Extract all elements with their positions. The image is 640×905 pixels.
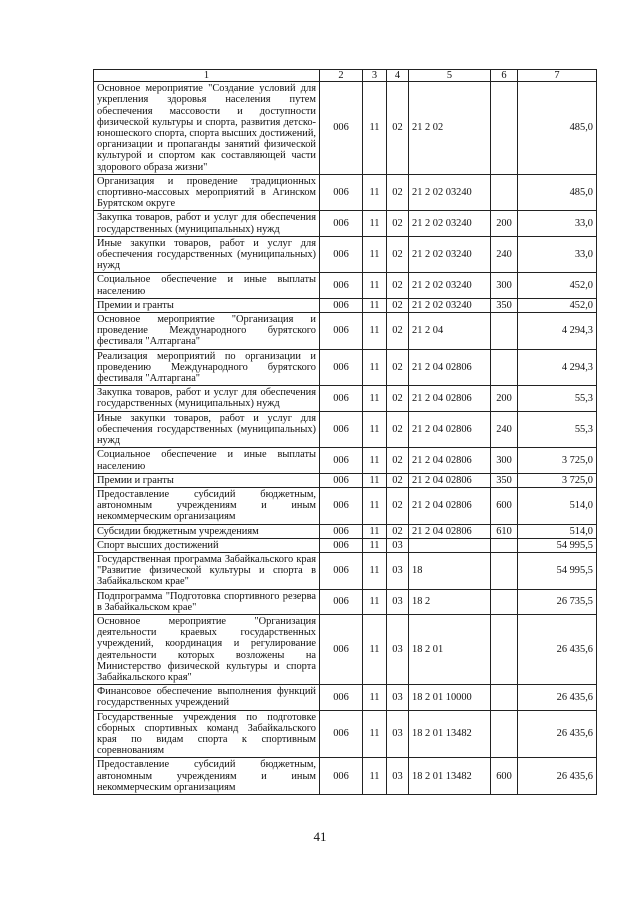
subsection-code-cell: 02 bbox=[387, 313, 409, 350]
amount-cell: 33,0 bbox=[518, 236, 597, 273]
row-name-cell: Государственные учреждения по подготовке сборных спортивных команд Забайкальского края по видам спорта к спортивным соревнованиям bbox=[94, 710, 320, 758]
amount-cell: 452,0 bbox=[518, 298, 597, 312]
ministry-code-cell: 006 bbox=[320, 298, 363, 312]
table-row bbox=[94, 589, 597, 614]
subsection-code-cell: 02 bbox=[387, 448, 409, 473]
section-code-cell: 11 bbox=[363, 82, 387, 175]
target-article-cell: 18 2 01 bbox=[409, 614, 491, 684]
subsection-code-cell: 03 bbox=[387, 589, 409, 614]
expense-type-cell: 350 bbox=[491, 473, 518, 487]
amount-cell: 26 435,6 bbox=[518, 614, 597, 684]
target-article-cell: 21 2 04 02806 bbox=[409, 411, 491, 448]
ministry-code-cell: 006 bbox=[320, 685, 363, 710]
table-row bbox=[94, 82, 597, 175]
section-code-cell: 11 bbox=[363, 589, 387, 614]
ministry-code-cell: 006 bbox=[320, 552, 363, 589]
ministry-code-cell: 006 bbox=[320, 473, 363, 487]
target-article-cell: 21 2 04 02806 bbox=[409, 524, 491, 538]
ministry-code-cell: 006 bbox=[320, 411, 363, 448]
target-article-cell: 18 2 bbox=[409, 589, 491, 614]
subsection-code-cell: 02 bbox=[387, 298, 409, 312]
expense-type-cell bbox=[491, 589, 518, 614]
section-code-cell: 11 bbox=[363, 349, 387, 386]
expense-type-cell bbox=[491, 174, 518, 211]
expense-type-cell: 300 bbox=[491, 273, 518, 298]
row-name-cell: Спорт высших достижений bbox=[94, 538, 320, 552]
row-name-cell: Социальное обеспечение и иные выплаты населению bbox=[94, 448, 320, 473]
target-article-cell: 21 2 02 03240 bbox=[409, 273, 491, 298]
expense-type-cell bbox=[491, 313, 518, 350]
table-row bbox=[94, 685, 597, 710]
expense-type-cell: 610 bbox=[491, 524, 518, 538]
target-article-cell bbox=[409, 538, 491, 552]
subsection-code-cell: 02 bbox=[387, 174, 409, 211]
target-article-cell: 21 2 02 03240 bbox=[409, 174, 491, 211]
target-article-cell: 18 2 01 13482 bbox=[409, 710, 491, 758]
amount-cell: 514,0 bbox=[518, 524, 597, 538]
amount-cell: 485,0 bbox=[518, 82, 597, 175]
subsection-code-cell: 03 bbox=[387, 710, 409, 758]
expense-type-cell bbox=[491, 82, 518, 175]
row-name-cell: Закупка товаров, работ и услуг для обеспечения государственных (муниципальных) нужд bbox=[94, 211, 320, 236]
subsection-code-cell: 02 bbox=[387, 473, 409, 487]
row-name-cell: Основное мероприятие "Создание условий для укрепления здоровья населения путем обеспечения массовости и доступности физической культуры и спорта, развития детско-юношеского спорта, спорта высших достижений, организации и пропаганды занятий физической культурой и спортом как составляющей части здорового образа жизни" bbox=[94, 82, 320, 175]
table-row bbox=[94, 552, 597, 589]
table-row bbox=[94, 386, 597, 411]
section-code-cell: 11 bbox=[363, 487, 387, 524]
ministry-code-cell: 006 bbox=[320, 614, 363, 684]
header-cell: 6 bbox=[491, 70, 518, 82]
expense-type-cell: 200 bbox=[491, 211, 518, 236]
header-row bbox=[94, 70, 597, 82]
expense-type-cell: 600 bbox=[491, 487, 518, 524]
header-cell: 2 bbox=[320, 70, 363, 82]
section-code-cell: 11 bbox=[363, 552, 387, 589]
ministry-code-cell: 006 bbox=[320, 710, 363, 758]
expense-type-cell: 300 bbox=[491, 448, 518, 473]
section-code-cell: 11 bbox=[363, 685, 387, 710]
row-name-cell: Иные закупки товаров, работ и услуг для обеспечения государственных (муниципальных) нужд bbox=[94, 236, 320, 273]
table-row bbox=[94, 473, 597, 487]
table-row bbox=[94, 758, 597, 795]
target-article-cell: 21 2 02 bbox=[409, 82, 491, 175]
header-cell: 7 bbox=[518, 70, 597, 82]
amount-cell: 4 294,3 bbox=[518, 313, 597, 350]
budget-table bbox=[93, 69, 597, 795]
ministry-code-cell: 006 bbox=[320, 174, 363, 211]
subsection-code-cell: 03 bbox=[387, 552, 409, 589]
page-number: 41 bbox=[313, 829, 327, 844]
amount-cell: 54 995,5 bbox=[518, 552, 597, 589]
row-name-cell: Государственная программа Забайкальского края "Развитие физической культуры и спорта в Забайкальском крае" bbox=[94, 552, 320, 589]
amount-cell: 55,3 bbox=[518, 411, 597, 448]
row-name-cell: Подпрограмма "Подготовка спортивного резерва в Забайкальском крае" bbox=[94, 589, 320, 614]
section-code-cell: 11 bbox=[363, 614, 387, 684]
expense-type-cell bbox=[491, 710, 518, 758]
row-name-cell: Премии и гранты bbox=[94, 473, 320, 487]
table-row bbox=[94, 211, 597, 236]
ministry-code-cell: 006 bbox=[320, 349, 363, 386]
table-row bbox=[94, 710, 597, 758]
target-article-cell: 21 2 04 02806 bbox=[409, 487, 491, 524]
table-row bbox=[94, 236, 597, 273]
target-article-cell: 18 2 01 13482 bbox=[409, 758, 491, 795]
expense-type-cell: 240 bbox=[491, 411, 518, 448]
row-name-cell: Предоставление субсидий бюджетным, автономным учреждениям и иным некоммерческим организациям bbox=[94, 758, 320, 795]
table-body bbox=[94, 82, 597, 795]
subsection-code-cell: 03 bbox=[387, 685, 409, 710]
header-cell: 5 bbox=[409, 70, 491, 82]
subsection-code-cell: 02 bbox=[387, 349, 409, 386]
ministry-code-cell: 006 bbox=[320, 589, 363, 614]
table-row bbox=[94, 538, 597, 552]
row-name-cell: Закупка товаров, работ и услуг для обеспечения государственных (муниципальных) нужд bbox=[94, 386, 320, 411]
expense-type-cell: 600 bbox=[491, 758, 518, 795]
expense-type-cell bbox=[491, 552, 518, 589]
section-code-cell: 11 bbox=[363, 473, 387, 487]
expense-type-cell bbox=[491, 614, 518, 684]
subsection-code-cell: 02 bbox=[387, 524, 409, 538]
subsection-code-cell: 02 bbox=[387, 82, 409, 175]
table-row bbox=[94, 273, 597, 298]
section-code-cell: 11 bbox=[363, 386, 387, 411]
subsection-code-cell: 02 bbox=[387, 386, 409, 411]
amount-cell: 54 995,5 bbox=[518, 538, 597, 552]
amount-cell: 3 725,0 bbox=[518, 473, 597, 487]
amount-cell: 33,0 bbox=[518, 211, 597, 236]
subsection-code-cell: 02 bbox=[387, 487, 409, 524]
ministry-code-cell: 006 bbox=[320, 448, 363, 473]
section-code-cell: 11 bbox=[363, 298, 387, 312]
expense-type-cell: 240 bbox=[491, 236, 518, 273]
ministry-code-cell: 006 bbox=[320, 487, 363, 524]
expense-type-cell: 200 bbox=[491, 386, 518, 411]
ministry-code-cell: 006 bbox=[320, 386, 363, 411]
row-name-cell: Организация и проведение традиционных спортивно-массовых мероприятий в Агинском Бурятском округе bbox=[94, 174, 320, 211]
row-name-cell: Иные закупки товаров, работ и услуг для обеспечения государственных (муниципальных) нужд bbox=[94, 411, 320, 448]
expense-type-cell: 350 bbox=[491, 298, 518, 312]
amount-cell: 4 294,3 bbox=[518, 349, 597, 386]
ministry-code-cell: 006 bbox=[320, 273, 363, 298]
expense-type-cell bbox=[491, 538, 518, 552]
header-cell: 3 bbox=[363, 70, 387, 82]
row-name-cell: Основное мероприятие "Организация и проведение Международного бурятского фестиваля "Алтаргана" bbox=[94, 313, 320, 350]
section-code-cell: 11 bbox=[363, 236, 387, 273]
amount-cell: 26 435,6 bbox=[518, 758, 597, 795]
amount-cell: 3 725,0 bbox=[518, 448, 597, 473]
subsection-code-cell: 02 bbox=[387, 211, 409, 236]
section-code-cell: 11 bbox=[363, 710, 387, 758]
table-row bbox=[94, 349, 597, 386]
target-article-cell: 21 2 04 02806 bbox=[409, 386, 491, 411]
subsection-code-cell: 02 bbox=[387, 236, 409, 273]
amount-cell: 452,0 bbox=[518, 273, 597, 298]
target-article-cell: 21 2 04 02806 bbox=[409, 349, 491, 386]
section-code-cell: 11 bbox=[363, 524, 387, 538]
target-article-cell: 21 2 02 03240 bbox=[409, 236, 491, 273]
section-code-cell: 11 bbox=[363, 538, 387, 552]
section-code-cell: 11 bbox=[363, 313, 387, 350]
header-cell: 1 bbox=[94, 70, 320, 82]
section-code-cell: 11 bbox=[363, 448, 387, 473]
table-row bbox=[94, 298, 597, 312]
row-name-cell: Реализация мероприятий по организации и проведению Международного бурятского фестиваля "Алтаргана" bbox=[94, 349, 320, 386]
ministry-code-cell: 006 bbox=[320, 211, 363, 236]
subsection-code-cell: 03 bbox=[387, 758, 409, 795]
table-row bbox=[94, 313, 597, 350]
target-article-cell: 21 2 04 02806 bbox=[409, 448, 491, 473]
amount-cell: 55,3 bbox=[518, 386, 597, 411]
row-name-cell: Социальное обеспечение и иные выплаты населению bbox=[94, 273, 320, 298]
amount-cell: 26 435,6 bbox=[518, 710, 597, 758]
row-name-cell: Субсидии бюджетным учреждениям bbox=[94, 524, 320, 538]
section-code-cell: 11 bbox=[363, 211, 387, 236]
table-row bbox=[94, 487, 597, 524]
target-article-cell: 21 2 02 03240 bbox=[409, 211, 491, 236]
target-article-cell: 18 bbox=[409, 552, 491, 589]
row-name-cell: Премии и гранты bbox=[94, 298, 320, 312]
section-code-cell: 11 bbox=[363, 758, 387, 795]
table-row bbox=[94, 411, 597, 448]
table-row bbox=[94, 174, 597, 211]
ministry-code-cell: 006 bbox=[320, 236, 363, 273]
subsection-code-cell: 03 bbox=[387, 538, 409, 552]
subsection-code-cell: 02 bbox=[387, 411, 409, 448]
target-article-cell: 21 2 04 02806 bbox=[409, 473, 491, 487]
target-article-cell: 21 2 02 03240 bbox=[409, 298, 491, 312]
table-row bbox=[94, 524, 597, 538]
table-row bbox=[94, 448, 597, 473]
amount-cell: 485,0 bbox=[518, 174, 597, 211]
ministry-code-cell: 006 bbox=[320, 524, 363, 538]
ministry-code-cell: 006 bbox=[320, 538, 363, 552]
target-article-cell: 18 2 01 10000 bbox=[409, 685, 491, 710]
amount-cell: 26 735,5 bbox=[518, 589, 597, 614]
subsection-code-cell: 03 bbox=[387, 614, 409, 684]
header-cell: 4 bbox=[387, 70, 409, 82]
section-code-cell: 11 bbox=[363, 273, 387, 298]
section-code-cell: 11 bbox=[363, 411, 387, 448]
row-name-cell: Финансовое обеспечение выполнения функций государственных учреждений bbox=[94, 685, 320, 710]
target-article-cell: 21 2 04 bbox=[409, 313, 491, 350]
expense-type-cell bbox=[491, 349, 518, 386]
ministry-code-cell: 006 bbox=[320, 82, 363, 175]
amount-cell: 514,0 bbox=[518, 487, 597, 524]
ministry-code-cell: 006 bbox=[320, 758, 363, 795]
table-row bbox=[94, 614, 597, 684]
expense-type-cell bbox=[491, 685, 518, 710]
ministry-code-cell: 006 bbox=[320, 313, 363, 350]
subsection-code-cell: 02 bbox=[387, 273, 409, 298]
amount-cell: 26 435,6 bbox=[518, 685, 597, 710]
section-code-cell: 11 bbox=[363, 174, 387, 211]
row-name-cell: Предоставление субсидий бюджетным, автономным учреждениям и иным некоммерческим организациям bbox=[94, 487, 320, 524]
row-name-cell: Основное мероприятие "Организация деятельности краевых государственных учреждений, координация и регулирование деятельности которых возложены на Министерство физической культуры и спорта Забайкальского края" bbox=[94, 614, 320, 684]
